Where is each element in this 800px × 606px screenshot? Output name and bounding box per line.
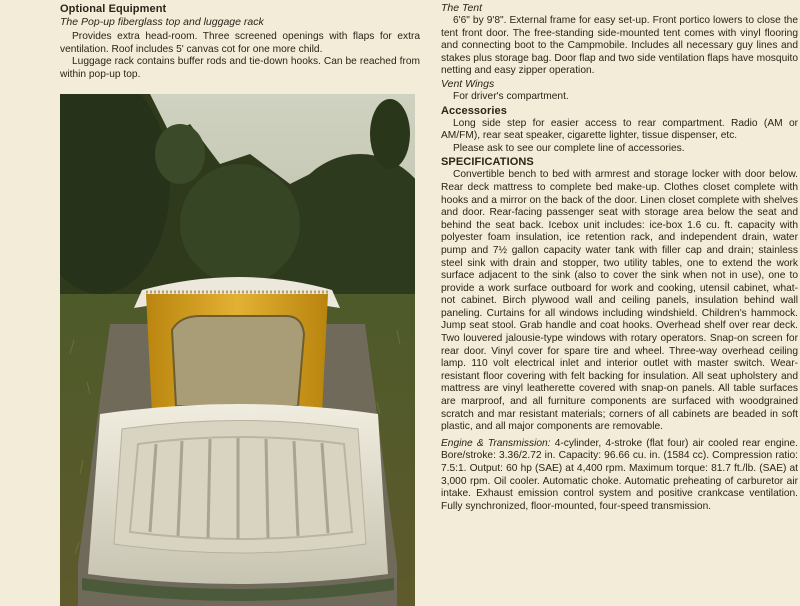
right-column — [441, 2, 798, 513]
engine-label: Engine & Transmission: — [441, 437, 551, 449]
accessories-heading: Accessories — [441, 104, 507, 117]
left-column — [60, 2, 420, 81]
popup-top-paragraph: Provides extra head-room. Three screened openings with flaps for extra ventilation. Roof includes 5' canvas cot for one more child. — [60, 31, 420, 55]
engine-paragraph — [441, 438, 798, 514]
specifications-paragraph: Convertible bench to bed with armrest and storage locker with door below. Rear deck mattress to complete bed make-up. Clothes closet complete with hooks and a mirror on the back of the door. Linen closet complete with shelves and door. Rear-facing passenger seat with storage area below the seat and behind the seat back. Icebox unit includes: ice-box 1.6 cu. ft. capacity with polyester foam insulation, ice retention rack, and independent drain, water pump and 7½ gallon capacity water tank with filler cap and drain; stainless steel sink with drain and stopper, two utility tables, one to extend the work surface adjacent to the sink (also to cover the sink when not in use), one to provide a work surface outboard for work and cooking, utensil cabinet, what-not cabinet. Birch plywood wall and ceiling panels, insulation behind wall paneling. Curtains for all windows including windshield. Children's hammock. Jump seat stool. Grab handle and coat hooks. Overhead shelf over rear deck. Two louvered jalousie-type windows with rotary operators. Snap-on screen for rear door. Vinyl cover for spare tire and wheel. Three-way overhead ceiling lamp. 110 volt electrical inlet and interior outlet with master switch. Wear-resistant floor covering with felt backing for insulation. All seat upholstery and mattress are vinyl leatherette covered with snap-on panels. All table surfaces are marproof, and all furniture components are surfaced with woodgrained scratch and mar resistant materials; corners of all cabinets are beaded in soft plastic, and all major components are removable. — [441, 169, 798, 433]
campmobile-photo — [60, 94, 415, 606]
optional-equipment-heading: Optional Equipment — [60, 3, 167, 15]
engine-text: 4-cylinder, 4-stroke (flat four) air cooled rear engine. Bore/stroke: 3.36/2.72 in. Capacity: 96.66 cu. in. (1584 cc). Compression ratio: 7.5:1. Output: 60 hp (SAE) at 4,400 rpm. Maximum torque: 81.7 ft./lb. (SAE) at 3,000 rpm. Oil cooler. Automatic choke. Automatic preheating of carburetor air intake. Exhaust emission control system and positive crankcase ventilation. Fully synchronized, floor-mounted, four-speed transmission. — [441, 437, 799, 512]
tent-screen-window — [172, 316, 304, 406]
accessories-paragraph: Long side step for easier access to rear compartment. Radio (AM or AM/FM), rear seat speaker, cigarette lighter, tissue dispenser, etc. — [441, 117, 798, 142]
popup-top-subheading: The Pop-up fiberglass top and luggage rack — [60, 16, 264, 28]
vent-wings-heading: Vent Wings — [441, 77, 495, 90]
accessories-note: Please ask to see our complete line of accessories. — [453, 142, 685, 154]
tent-heading: The Tent — [441, 2, 483, 14]
vent-wings-paragraph: For driver's compartment. — [453, 90, 569, 102]
specifications-heading: SPECIFICATIONS — [441, 156, 534, 169]
tent-paragraph: 6'6" by 9'8". External frame for easy set-up. Front portico lowers to close the tent front door. The free-standing side-mounted tent comes with vinyl flooring and connecting boot to the Campmobile. Includes all necessary guy lines and stakes plus storage bag. Door flap and two side ventilation flaps have mosquito netting and easy zipper operation. — [441, 15, 798, 77]
luggage-rack-paragraph: Luggage rack contains buffer rods and tie-down hooks. Can be reached from within pop-up top. — [60, 56, 420, 80]
